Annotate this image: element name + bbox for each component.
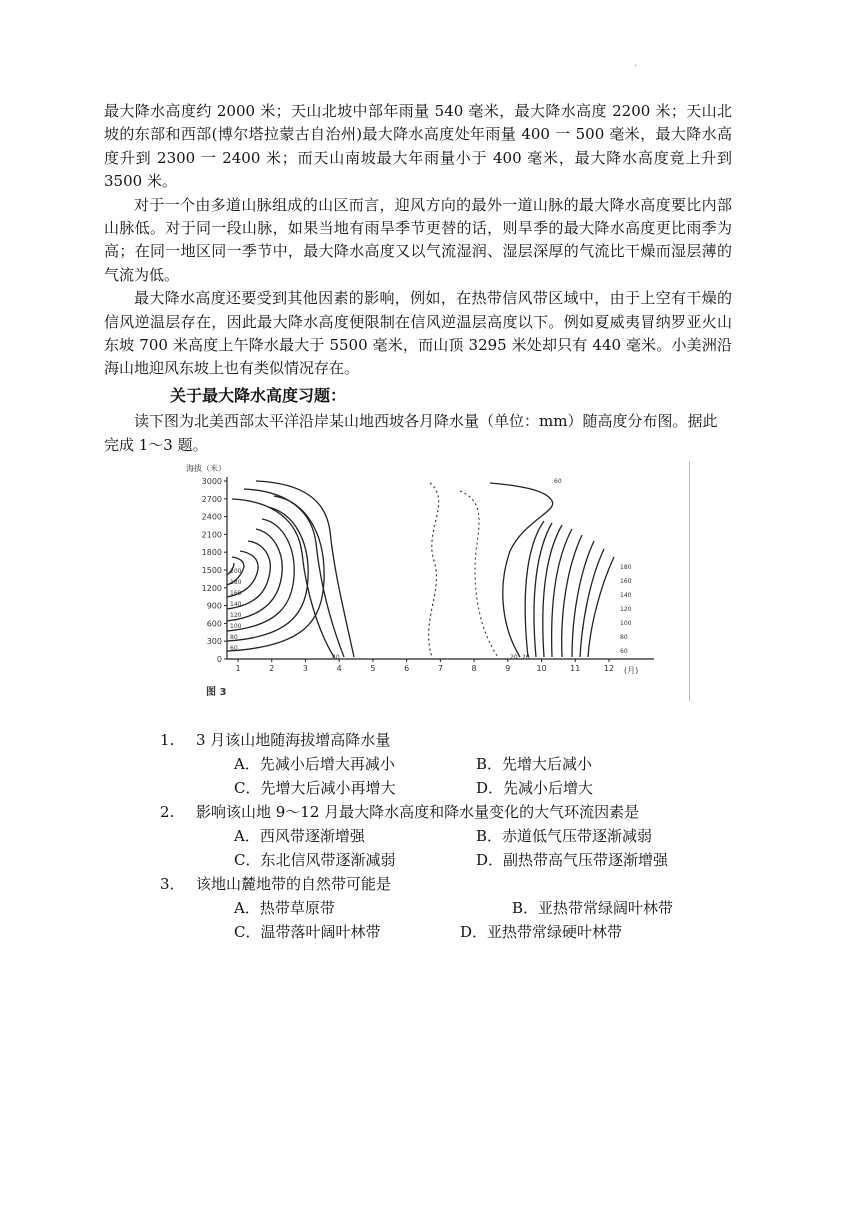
figure-border bbox=[689, 461, 690, 701]
option-b[interactable]: B．先增大后减小 bbox=[476, 754, 593, 773]
left-isoline-label: 60 bbox=[230, 644, 238, 652]
page-marker: . bbox=[634, 58, 638, 69]
question-lead: 读下图为北美西部太平洋沿岸某山地西坡各月降水量（单位：mm）随高度分布图。据此完成 1～3 题。 bbox=[104, 411, 718, 454]
y-tick-label: 1500 bbox=[201, 565, 222, 575]
y-tick-label: 2100 bbox=[201, 530, 222, 540]
right-isoline-label: 100 bbox=[620, 619, 632, 627]
left-isoline-label: 160 bbox=[230, 589, 242, 597]
options-row bbox=[160, 824, 732, 848]
right-isoline-label: 160 bbox=[620, 577, 632, 585]
paragraph-2: 对于一个由多道山脉组成的山区而言，迎风方向的最外一道山脉的最大降水高度要比内部山脉低。对于同一段山脉，如果当地有雨旱季节更替的话，则旱季的最大降水高度更比雨季为高；在同一地区同一季节中，最大降水高度又以气流湿润、湿层深厚的气流比干燥而湿层薄的气流为低。 bbox=[104, 195, 732, 284]
y-tick-label: 2400 bbox=[201, 512, 222, 522]
left-isoline-label: 80 bbox=[230, 633, 238, 641]
option-b[interactable]: B．赤道低气压带逐渐减弱 bbox=[476, 826, 653, 845]
left-isoline-label: 100 bbox=[230, 622, 242, 630]
right-isoline-label: 60 bbox=[620, 647, 628, 655]
x-unit-label: (月) bbox=[624, 665, 639, 675]
right-isolines bbox=[490, 483, 614, 657]
question-1 bbox=[160, 728, 732, 752]
right-isoline-label: 180 bbox=[620, 563, 632, 571]
y-tick-label: 600 bbox=[206, 619, 222, 629]
options-row bbox=[160, 920, 732, 944]
y-tick-label: 1200 bbox=[201, 583, 222, 593]
question-text: 3 月该山地随海拔增高降水量 bbox=[196, 730, 391, 749]
question-3 bbox=[160, 872, 732, 896]
section-heading: 关于最大降水高度习题： bbox=[170, 385, 347, 405]
option-d[interactable]: D．副热带高气压带逐渐增强 bbox=[476, 850, 669, 869]
option-d[interactable]: D．先减小后增大 bbox=[476, 778, 594, 797]
max-height-dotted-line bbox=[429, 483, 439, 657]
x-tick-label: 8 bbox=[471, 663, 477, 673]
x-tick-label: 6 bbox=[404, 663, 410, 673]
x-tick-label: 9 bbox=[505, 663, 511, 673]
isoline-chart bbox=[184, 461, 684, 703]
y-tick-label: 900 bbox=[206, 601, 222, 611]
option-b[interactable]: B．亚热带常绿阔叶林带 bbox=[512, 898, 674, 917]
x-tick-label: 5 bbox=[370, 663, 376, 673]
bottom-label-2: 20 bbox=[510, 653, 518, 661]
options-row bbox=[160, 896, 732, 920]
left-isoline-label: 140 bbox=[230, 600, 242, 608]
option-c[interactable]: C．温带落叶阔叶林带 bbox=[234, 922, 381, 941]
option-a[interactable]: A．先减小后增大再减小 bbox=[234, 754, 395, 773]
figure-caption: 图 3 bbox=[206, 686, 227, 698]
x-tick-label: 2 bbox=[269, 663, 275, 673]
left-isoline-label: 120 bbox=[230, 611, 242, 619]
top-right-label: 60 bbox=[554, 477, 562, 485]
x-tick-label: 3 bbox=[302, 663, 309, 673]
paragraph-1: 最大降水高度约 2000 米；天山北坡中部年雨量 540 毫米，最大降水高度 2200 米；天山北坡的东部和西部(博尔塔拉蒙古自治州)最大降水高度处年雨量 400 一 500 毫米，最大降水高度升到 2300 一 2400 米；而天山南坡最大年雨量小于 400 毫米，最大降水高度竟上升到 3500 米。 bbox=[104, 102, 732, 191]
y-tick-label: 2700 bbox=[201, 494, 222, 504]
right-isoline-label: 80 bbox=[620, 633, 628, 641]
right-isoline-label: 140 bbox=[620, 591, 632, 599]
question-number: 1. bbox=[160, 730, 175, 749]
options-row bbox=[160, 752, 732, 776]
y-tick-label: 1800 bbox=[201, 548, 222, 558]
x-tick-label: 10 bbox=[536, 663, 547, 673]
question-text: 影响该山地 9～12 月最大降水高度和降水量变化的大气环流因素是 bbox=[196, 802, 640, 821]
document-body bbox=[104, 100, 732, 944]
dotted-line-2 bbox=[460, 491, 498, 657]
y-tick-label: 300 bbox=[206, 637, 222, 647]
left-isoline-label: 180 bbox=[230, 578, 242, 586]
question-number: 3． bbox=[160, 874, 185, 893]
precipitation-figure bbox=[184, 461, 684, 703]
option-d[interactable]: D．亚热带常绿硬叶林带 bbox=[460, 922, 623, 941]
x-tick-label: 1 bbox=[235, 663, 241, 673]
question-list bbox=[160, 728, 732, 944]
options-row bbox=[160, 848, 732, 872]
options-row bbox=[160, 776, 732, 800]
right-isoline-label: 120 bbox=[620, 605, 632, 613]
question-text: 该地山麓地带的自然带可能是 bbox=[196, 874, 392, 893]
x-tick-label: 11 bbox=[570, 663, 581, 673]
y-tick-label: 3000 bbox=[201, 476, 222, 486]
question-2 bbox=[160, 800, 732, 824]
paragraph-3: 最大降水高度还要受到其他因素的影响，例如，在热带信风带区域中，由于上空有干燥的信风逆温层存在，因此最大降水高度便限制在信风逆温层高度以下。例如夏威夷冒纳罗亚火山东坡 700 米高度上午降水最大于 5500 毫米，而山顶 3295 米处却只有 440 毫米。小美洲沿海山地迎风东坡上也有类似情况存在。 bbox=[104, 289, 732, 378]
question-number: 2. bbox=[160, 802, 175, 821]
bottom-label-1: 40 bbox=[332, 653, 340, 661]
x-tick-label: 12 bbox=[603, 663, 615, 673]
x-tick-label: 4 bbox=[336, 663, 342, 673]
y-axis-title: 海拔（米） bbox=[186, 463, 226, 473]
option-a[interactable]: A．热带草原带 bbox=[234, 898, 335, 917]
option-c[interactable]: C．先增大后减小再增大 bbox=[234, 778, 396, 797]
left-isolines bbox=[227, 481, 354, 657]
option-c[interactable]: C．东北信风带逐渐减弱 bbox=[234, 850, 396, 869]
x-tick-label: 7 bbox=[437, 663, 443, 673]
option-a[interactable]: A．西风带逐渐增强 bbox=[234, 826, 365, 845]
left-isoline-label: 200 bbox=[230, 567, 242, 575]
y-tick-label: 0 bbox=[216, 654, 222, 664]
bottom-label-3: 20 bbox=[522, 653, 530, 661]
